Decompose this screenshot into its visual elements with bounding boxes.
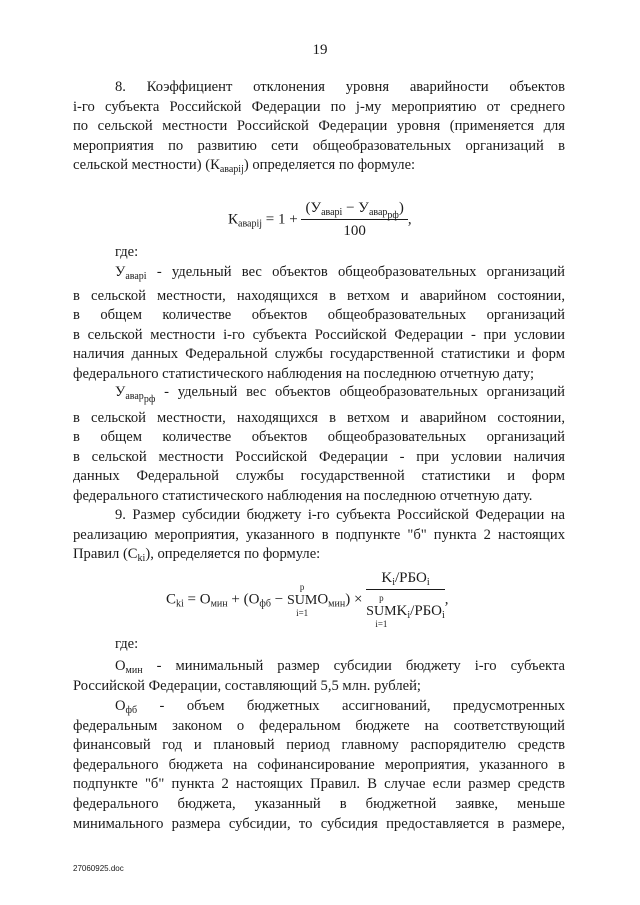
text-line: федерального статистического наблюдения на последнюю отчетную дату.	[73, 487, 533, 504]
text-line: федерального статистического наблюдения на последнюю отчетную дату;	[73, 365, 535, 382]
text-line: наличия данных Федеральной службы государственной статистики и форм	[73, 346, 565, 363]
text-line: мероприятия по развитию сети общеобразовательных организаций в	[73, 137, 565, 154]
document-footer-filename: 27060925.doc	[73, 864, 124, 873]
definition-o-min	[73, 657, 565, 696]
text-line: сельской местности) $(К_{аварij})$ определяется по формуле:	[73, 157, 416, 176]
item-8-paragraph	[73, 78, 565, 176]
text-line: в общем количестве объектов общеобразовательных организаций	[73, 429, 565, 446]
text-line: 8. Коэффициент отклонения уровня аварийности объектов	[115, 79, 565, 95]
text-line: данных Федеральной службы государственной статистики и форм	[73, 468, 565, 485]
sum-operator: p SUM i=1	[366, 593, 397, 629]
text-line: реализацию мероприятия, указанного в подпункте "б" пункта 2 настоящих	[73, 526, 565, 543]
text-line: в сельской местности i-го субъекта Российской Федерации - при условии	[73, 326, 565, 343]
text-line: $У_{авар_{рф}}$ - удельный вес объектов общеобразовательных организаций	[115, 384, 565, 405]
definition-u-avari	[73, 263, 565, 385]
text-line: $У_{аварi}$ - удельный вес объектов общеобразовательных организаций	[115, 264, 565, 282]
text-line: i-го субъекта Российской Федерации по j-му мероприятию от среднего	[73, 98, 565, 115]
where-label-1: где:	[115, 244, 139, 260]
text-line: федерального бюджета на софинансирование мероприятия, указанного в	[73, 756, 565, 773]
text-line: по сельской местности Российской Федерации уровня (применяется для	[73, 118, 565, 135]
definition-u-avar-rf	[73, 383, 565, 507]
text-line: в сельской местности Российской Федерации - при условии наличия	[73, 448, 565, 465]
text-line: федеральным законом о федеральном бюджете на соответствующий	[73, 717, 565, 734]
text-line: Российской Федерации, составляющий 5,5 млн. рублей;	[73, 677, 421, 694]
text-line: в сельской местности, находящихся в ветхом и аварийном состоянии,	[73, 409, 565, 426]
text-line: финансовый год и плановый период главному распорядителю средств	[73, 737, 565, 754]
formula-k-avarij: $К_{аварij} = 1$ + $\frac{(У_{аварi} - У_{авар_{рф}})}{100}$ ,	[228, 200, 412, 239]
page-number: 19	[312, 42, 328, 58]
text-line: подпункте "б" пункта 2 настоящих Правил. В случае если размер средств	[73, 776, 565, 793]
text-line: $О_{мин}$ - минимальный размер субсидии бюджету i-го субъекта	[115, 658, 565, 676]
text-line: федерального бюджета, указанный в бюджетной заявке, меньше	[73, 795, 565, 812]
formula-c-ki: $С_{ki} = О_{мин} + (О_{фб}$ − p SUM i=1 $О_{мин}$) × $K_i/РБО_i$ p SUM i=1 $K_i/РБО_i$ ,	[166, 570, 449, 629]
definition-o-fb	[73, 697, 565, 834]
text-line: Правил $(С_{ki})$, определяется по формуле:	[73, 546, 321, 565]
text-line: в сельской местности, находящихся в ветхом и аварийном состоянии,	[73, 287, 565, 304]
item-9-paragraph	[73, 506, 565, 565]
text-line: 9. Размер субсидии бюджету i-го субъекта Российской Федерации на	[115, 507, 565, 523]
sum-operator: p SUM i=1	[286, 581, 318, 618]
formula-fraction: $\frac{(У_{аварi} - У_{авар_{рф}})}{100}$	[301, 200, 407, 240]
text-line: минимального размера субсидии, то субсидия предоставляется в размере,	[73, 815, 565, 832]
text-line: в общем количестве объектов общеобразовательных организаций	[73, 307, 565, 324]
where-label-2: где:	[115, 636, 139, 652]
text-line: $О_{фб}$ - объем бюджетных ассигнований, предусмотренных	[115, 698, 565, 716]
formula-fraction: $K_i/РБО_i$ p SUM i=1 $K_i/РБО_i$	[366, 570, 445, 629]
